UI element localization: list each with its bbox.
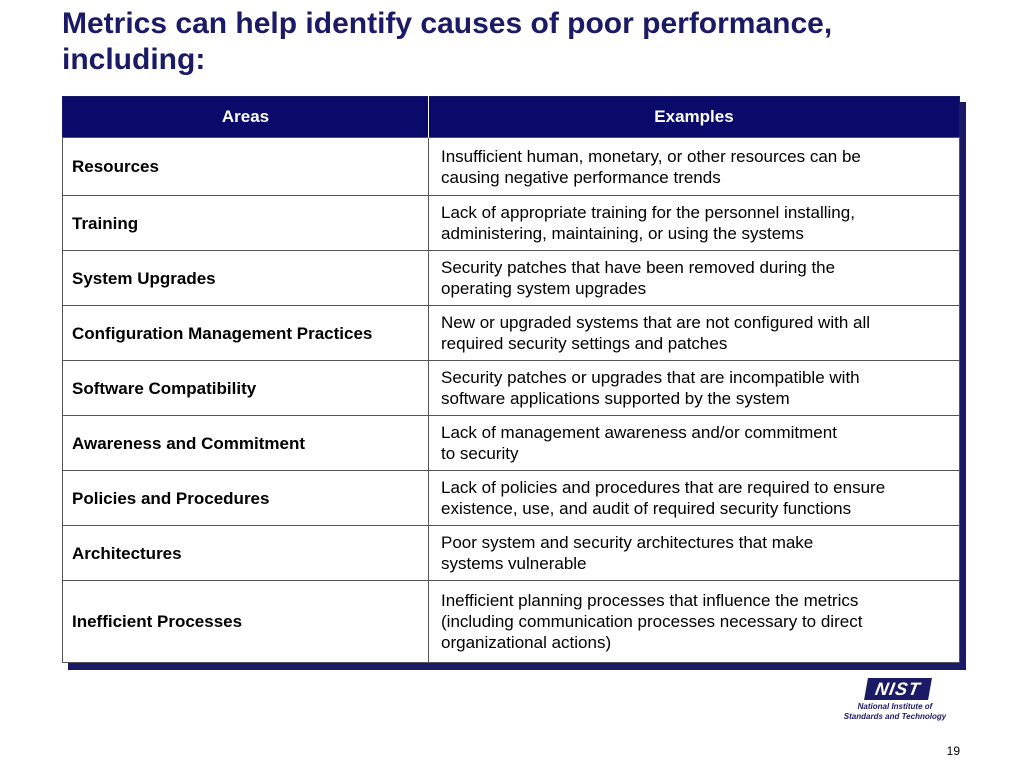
page-number: 19 [946, 744, 960, 758]
metrics-table [62, 96, 960, 663]
header-areas: Areas [63, 97, 429, 138]
area-cell: Inefficient Processes [63, 581, 429, 663]
area-cell: Training [63, 196, 429, 251]
nist-logo-subtitle-line1: National Institute of [857, 702, 933, 711]
area-cell: Awareness and Commitment [63, 416, 429, 471]
nist-logo-subtitle [836, 702, 954, 722]
area-cell: Policies and Procedures [63, 471, 429, 526]
example-cell: Lack of policies and procedures that are required to ensure existence, use, and audit of required security functions [429, 471, 960, 526]
example-cell: Lack of management awareness and/or commitment to security [429, 416, 960, 471]
example-cell: Inefficient planning processes that influence the metrics (including communication processes necessary to direct organizational actions) [429, 581, 960, 663]
example-cell: New or upgraded systems that are not configured with all required security settings and patches [429, 306, 960, 361]
example-cell: Security patches or upgrades that are incompatible with software applications supported by the system [429, 361, 960, 416]
table-header-row [63, 97, 960, 138]
example-cell: Lack of appropriate training for the personnel installing, administering, maintaining, or using the systems [429, 196, 960, 251]
table-row [63, 416, 960, 471]
example-cell: Insufficient human, monetary, or other resources can be causing negative performance trends [429, 138, 960, 196]
area-cell: Software Compatibility [63, 361, 429, 416]
nist-logo [836, 678, 954, 724]
example-cell: Security patches that have been removed during the operating system upgrades [429, 251, 960, 306]
table-row [63, 306, 960, 361]
nist-logo-subtitle-line2: Standards and Technology [843, 712, 947, 721]
table-row [63, 196, 960, 251]
table-row [63, 471, 960, 526]
example-cell: Poor system and security architectures that make systems vulnerable [429, 526, 960, 581]
area-cell: Resources [63, 138, 429, 196]
table-row [63, 361, 960, 416]
nist-logo-wordmark: NIST [864, 678, 932, 700]
table-row [63, 581, 960, 663]
slide-title: Metrics can help identify causes of poor performance, including: [62, 7, 833, 76]
area-cell: Architectures [63, 526, 429, 581]
area-cell: Configuration Management Practices [63, 306, 429, 361]
table-row [63, 526, 960, 581]
area-cell: System Upgrades [63, 251, 429, 306]
table-row [63, 138, 960, 196]
header-examples: Examples [429, 97, 960, 138]
table-row [63, 251, 960, 306]
